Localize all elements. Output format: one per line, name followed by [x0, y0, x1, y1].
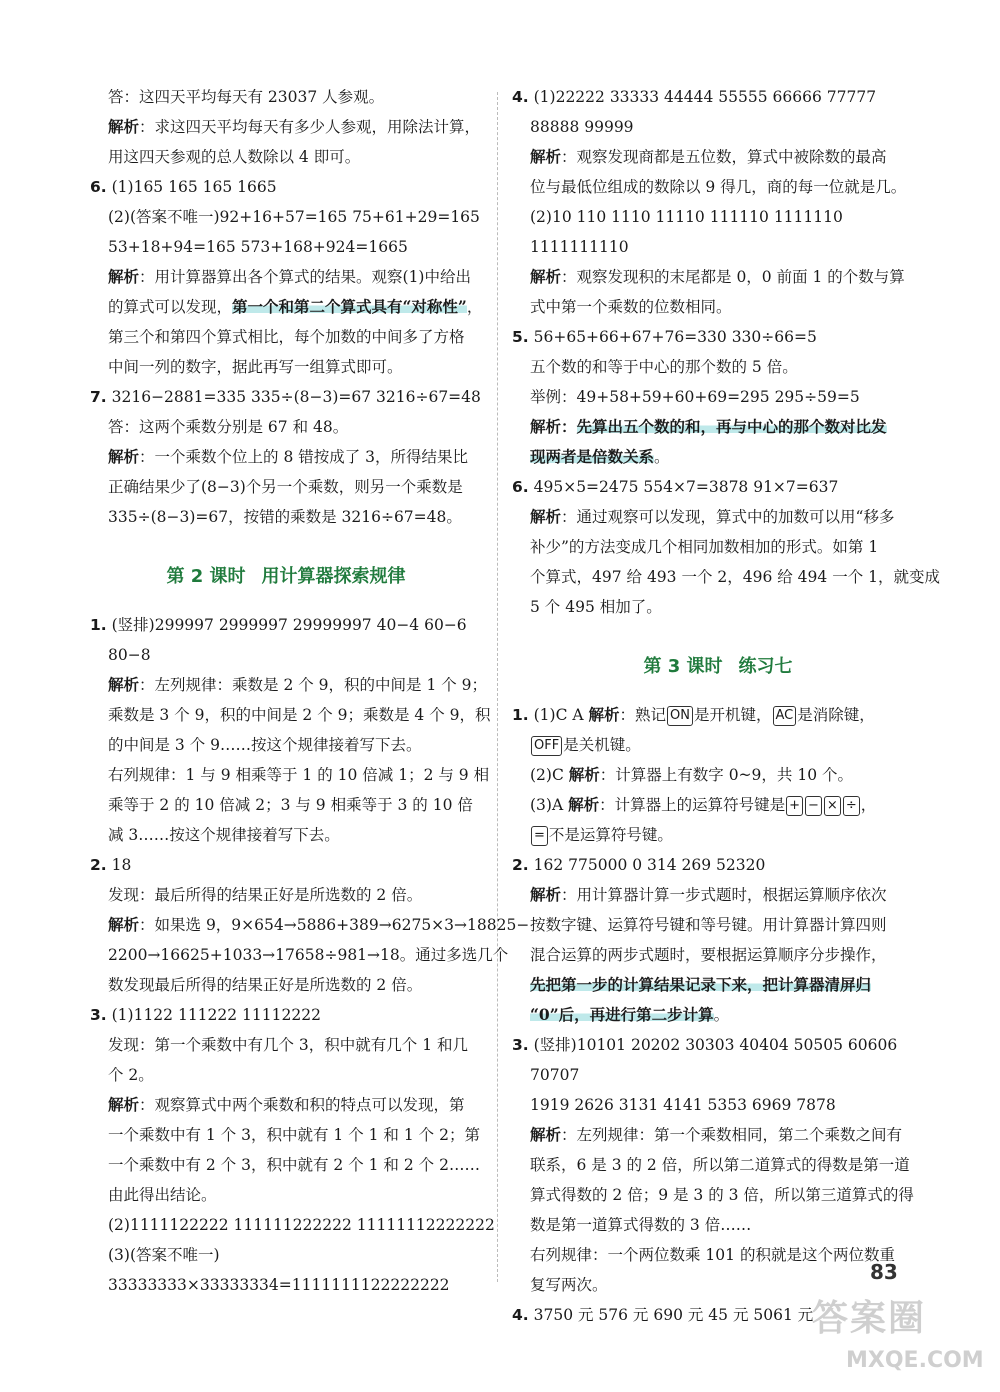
text: (竖排)299997 2999997 29999997 40−4 60−6	[111, 616, 467, 634]
analysis-line	[512, 880, 924, 910]
text-line	[90, 940, 509, 970]
text-line	[90, 472, 482, 502]
analysis-line	[90, 442, 482, 472]
text-line	[90, 640, 482, 670]
question-number: 1.	[90, 616, 107, 634]
column-divider	[497, 92, 498, 1282]
text-line	[90, 700, 491, 730]
times-key-icon: ×	[824, 796, 841, 816]
text: 。	[654, 448, 670, 466]
text: 数发现最后所得的结果正好是所选数的 2 倍。	[108, 976, 423, 994]
analysis-line	[90, 112, 482, 142]
right-column	[512, 82, 940, 1330]
section-title: 练习七	[738, 656, 793, 677]
text: 80−8	[108, 646, 151, 664]
text: 数是第一道算式得数的 3 倍……	[530, 1216, 752, 1234]
text-line	[512, 940, 924, 970]
text: 式中第一个乘数的位数相同。	[530, 298, 732, 316]
text-line	[90, 292, 482, 322]
text-line	[90, 1120, 482, 1150]
text: 495×5=2475 554×7=3878 91×7=637	[533, 478, 839, 496]
text-line	[512, 1000, 924, 1030]
text-line	[90, 1060, 482, 1090]
text: (3)(答案不唯一)	[108, 1246, 220, 1264]
analysis-line	[512, 412, 924, 442]
analysis-label: 解析	[568, 795, 600, 814]
analysis-label: 解析	[568, 765, 600, 784]
section-number: 第 3 课时	[643, 656, 723, 677]
text: 1919 2626 3131 4141 5353 6969 7878	[530, 1096, 836, 1114]
text: ，	[860, 796, 877, 814]
text: ：求这四天平均每天有多少人参观，用除法计算，	[139, 118, 481, 136]
answer-line	[90, 82, 482, 112]
question-number: 3.	[512, 1036, 529, 1054]
question-3	[90, 1000, 482, 1030]
question-6	[512, 472, 924, 502]
text: ：计算器上的运算符号键是	[599, 796, 786, 814]
watermark-url: MXQE.COM	[846, 1348, 984, 1373]
question-6	[90, 172, 482, 202]
analysis-label: 解析	[530, 507, 562, 526]
text: 正确结果少了(8−3)个另一个乘数，则另一个乘数是	[108, 478, 463, 496]
text: 5 个 495 相加了。	[530, 598, 662, 616]
highlight-text: 先算出五个数的和，再与中心的那个数对比发	[576, 417, 887, 436]
question-number: 7.	[90, 388, 107, 406]
question-number: 3.	[90, 1006, 107, 1024]
text-line	[512, 592, 924, 622]
text: 是开机键，	[694, 706, 772, 724]
text: (2)1111122222 111111222222 11111112222222	[108, 1216, 495, 1234]
text: 右列规律：1 与 9 相乘等于 1 的 10 倍减 1；2 与 9 相	[108, 766, 490, 784]
text-line	[90, 1240, 482, 1270]
text-line	[90, 1030, 482, 1060]
text: (1)C A	[533, 706, 589, 724]
analysis-label: 解析	[108, 1095, 140, 1114]
section-title: 用计算器探索规律	[261, 566, 406, 587]
analysis-label: 解析	[530, 1125, 562, 1144]
text: 中间一列的数字，据此再写一组算式即可。	[108, 358, 403, 376]
text-line	[90, 502, 482, 532]
text: 。	[713, 1006, 730, 1024]
analysis-line	[90, 262, 482, 292]
text: 五个数的和等于中心的那个数的 5 倍。	[530, 358, 798, 376]
text: 的中间是 3 个 9……按这个规律接着写下去。	[108, 736, 422, 754]
analysis-label: 解析	[588, 705, 620, 724]
text: ：一个乘数个位上的 8 错按成了 3，所得结果比	[139, 448, 469, 466]
text: 减 3……按这个规律接着写下去。	[108, 826, 340, 844]
text-line	[90, 1150, 482, 1180]
text-line	[512, 202, 924, 232]
text-line	[90, 1210, 495, 1240]
text: ：左列规律：第一个乘数相同，第二个乘数之间有	[561, 1126, 903, 1144]
text: 3216−2881=335 335÷(8−3)=67 3216÷67=48	[111, 388, 481, 406]
text: 答：这两个乘数分别是 67 和 48。	[108, 418, 349, 436]
off-key-icon: OFF	[531, 736, 562, 756]
analysis-line	[90, 1090, 482, 1120]
watermark-logo: 答案圈	[812, 1298, 927, 1339]
text-line	[512, 532, 924, 562]
exercise-3	[512, 1030, 924, 1060]
text: 复写两次。	[530, 1276, 608, 1294]
question-7	[90, 382, 482, 412]
text: 答：这四天平均每天有 23037 人参观。	[108, 88, 385, 106]
text-line	[512, 232, 924, 262]
question-2	[90, 850, 482, 880]
text-line	[512, 820, 924, 850]
question-number: 1.	[512, 706, 529, 724]
text-line	[512, 790, 924, 820]
analysis-label: 解析	[108, 267, 140, 286]
text: (1)22222 33333 44444 55555 66666 77777	[533, 88, 877, 106]
analysis-label: 解析	[108, 447, 140, 466]
highlight-text: 现两者是倍数关系	[530, 447, 655, 466]
exercise-2	[512, 850, 924, 880]
equals-key-icon: =	[531, 826, 548, 846]
text: ，	[466, 298, 483, 316]
text: 右列规律：一个两位数乘 101 的积就是这个两位数重	[530, 1246, 895, 1264]
question-number: 2.	[90, 856, 107, 874]
text-line	[512, 1240, 924, 1270]
plus-key-icon: +	[786, 796, 803, 816]
text: ：计算器上有数字 0~9，共 10 个。	[599, 766, 853, 784]
minus-key-icon: −	[805, 796, 822, 816]
ac-key-icon: AC	[773, 706, 797, 726]
question-4	[512, 82, 924, 112]
analysis-label: 解析	[108, 117, 140, 136]
text: (竖排)10101 20202 30303 40404 50505 60606	[533, 1036, 898, 1054]
analysis-line	[512, 502, 924, 532]
text-line	[90, 970, 482, 1000]
text-line	[90, 232, 482, 262]
text-line	[90, 790, 482, 820]
text: 用这四天参观的总人数除以 4 即可。	[108, 148, 361, 166]
section-heading-lesson-2	[90, 554, 482, 600]
text: 是消除键，	[797, 706, 875, 724]
text: (2)(答案不唯一)92+16+57=165 75+61+29=165	[108, 208, 480, 226]
left-column	[90, 82, 530, 1300]
text: 70707	[530, 1066, 580, 1084]
text-line	[512, 112, 924, 142]
text: 不是运算符号键。	[548, 826, 673, 844]
text: 混合运算的两步式题时，要根据运算顺序分步操作，	[530, 946, 887, 964]
question-number: 6.	[90, 178, 107, 196]
highlight-text: 第一个和第二个算式具有“对称性”	[232, 297, 467, 316]
text-line	[90, 730, 482, 760]
text: (1)1122 111222 11112222	[111, 1006, 321, 1024]
text-line	[512, 1060, 924, 1090]
text: ：如果选 9，9×654→5886+389→6275×3→18825−	[139, 916, 530, 934]
text: 乘等于 2 的 10 倍减 2；3 与 9 相乘等于 3 的 10 倍	[108, 796, 473, 814]
text: (2)C	[530, 766, 569, 784]
question-number: 6.	[512, 478, 529, 496]
text: 第三个和第四个算式相比，每个加数的中间多了方格	[108, 328, 465, 346]
text: 位与最低位组成的数除以 9 得几，商的每一位就是几。	[530, 178, 907, 196]
text-line	[512, 442, 924, 472]
text: 335÷(8−3)=67，按错的乘数是 3216÷67=48。	[108, 508, 462, 526]
text: ：熟记	[619, 706, 667, 724]
question-5	[512, 322, 924, 352]
text: 2200→16625+1033→17658÷981→18。通过多选几个	[108, 946, 509, 964]
text-line	[512, 730, 924, 760]
text: ：观察算式中两个乘数和积的特点可以发现，第	[139, 1096, 465, 1114]
text: ：通过观察可以发现，算式中的加数可以用“移多	[561, 508, 895, 526]
text: 由此得出结论。	[108, 1186, 217, 1204]
text: ：观察发现积的末尾都是 0，0 前面 1 的个数与算	[561, 268, 905, 286]
text: 33333333×33333334=1111111122222222	[108, 1276, 450, 1294]
text-line	[512, 1090, 924, 1120]
text: 发现：第一个乘数中有几个 3，积中就有几个 1 和几	[108, 1036, 469, 1054]
text: ：观察发现商都是五位数，算式中被除数的最高	[561, 148, 887, 166]
text-line	[90, 880, 482, 910]
text-line	[512, 1210, 924, 1240]
text: 个算式，497 给 493 一个 2，496 给 494 一个 1，就变成	[530, 568, 940, 586]
analysis-label: 解析	[530, 267, 562, 286]
question-number: 2.	[512, 856, 529, 874]
highlight-text: “0”后，再进行第二步计算	[530, 1005, 714, 1024]
text-line	[90, 202, 482, 232]
text: 发现：最后所得的结果正好是所选数的 2 倍。	[108, 886, 423, 904]
text: 162 775000 0 314 269 52320	[533, 856, 766, 874]
analysis-label: 解析	[530, 885, 562, 904]
text-line	[90, 1270, 482, 1300]
text: 举例：49+58+59+60+69=295 295÷59=5	[530, 388, 860, 406]
text-line	[90, 760, 490, 790]
text: 补少”的方法变成几个相同加数相加的形式。如第 1	[530, 538, 879, 556]
text-line	[512, 292, 924, 322]
text-line	[90, 1180, 482, 1210]
text: ：用计算器算出各个算式的结果。观察(1)中给出	[139, 268, 471, 286]
text-line	[512, 382, 924, 412]
page-number: 83	[870, 1260, 898, 1284]
text: 1111111110	[530, 238, 629, 256]
text-line	[90, 352, 482, 382]
analysis-line	[512, 1120, 924, 1150]
text-line	[90, 820, 482, 850]
text: 一个乘数中有 1 个 3，积中就有 1 个 1 和 1 个 2；第	[108, 1126, 480, 1144]
text: 18	[111, 856, 132, 874]
text-line	[512, 910, 924, 940]
text: 56+65+66+67+76=330 330÷66=5	[533, 328, 817, 346]
question-number: 4.	[512, 88, 529, 106]
text-line	[512, 352, 924, 382]
text: (3)A	[530, 796, 569, 814]
text-line	[512, 172, 924, 202]
text-line	[90, 142, 482, 172]
text: 3750 元 576 元 690 元 45 元 5061 元	[533, 1306, 814, 1324]
text-line	[90, 322, 482, 352]
analysis-label: 解析	[530, 147, 562, 166]
text-line	[512, 562, 940, 592]
text-line	[512, 970, 924, 1000]
exercise-1	[512, 700, 924, 730]
divide-key-icon: ÷	[843, 796, 860, 816]
question-1	[90, 610, 482, 640]
analysis-label: 解析：	[530, 417, 577, 436]
text: 的算式可以发现，	[108, 298, 233, 316]
text: 算式得数的 2 倍；9 是 3 的 3 倍，所以第三道算式的得	[530, 1186, 914, 1204]
text: 53+18+94=165 573+168+924=1665	[108, 238, 408, 256]
analysis-line	[512, 262, 924, 292]
analysis-label: 解析	[108, 675, 140, 694]
analysis-line	[512, 142, 924, 172]
section-heading-lesson-3	[512, 644, 924, 690]
text: 是关机键。	[563, 736, 641, 754]
text: 个 2。	[108, 1066, 154, 1084]
text: ：左列规律：乘数是 2 个 9，积的中间是 1 个 9；	[139, 676, 488, 694]
text: (1)165 165 165 1665	[111, 178, 277, 196]
text: 乘数是 3 个 9，积的中间是 2 个 9；乘数是 4 个 9，积	[108, 706, 491, 724]
text: (2)10 110 1110 11110 111110 1111110	[530, 208, 843, 226]
analysis-label: 解析	[108, 915, 140, 934]
text-line	[512, 1180, 924, 1210]
highlight-text: 先把第一步的计算结果记录下来，把计算器清屏归	[530, 975, 872, 994]
text-line	[90, 412, 482, 442]
text: 88888 99999	[530, 118, 634, 136]
text: ：用计算器计算一步式题时，根据运算顺序依次	[561, 886, 887, 904]
text: 联系，6 是 3 的 2 倍，所以第二道算式的得数是第一道	[530, 1156, 910, 1174]
analysis-line	[90, 910, 530, 940]
question-number: 5.	[512, 328, 529, 346]
question-number: 4.	[512, 1306, 529, 1324]
on-key-icon: ON	[667, 706, 693, 726]
text: 一个乘数中有 2 个 3，积中就有 2 个 1 和 2 个 2……	[108, 1156, 480, 1174]
text: 按数字键、运算符号键和等号键。用计算器计算四则	[530, 916, 887, 934]
text-line	[512, 1150, 924, 1180]
text-line	[512, 760, 924, 790]
analysis-line	[90, 670, 488, 700]
section-number: 第 2 课时	[166, 566, 246, 587]
